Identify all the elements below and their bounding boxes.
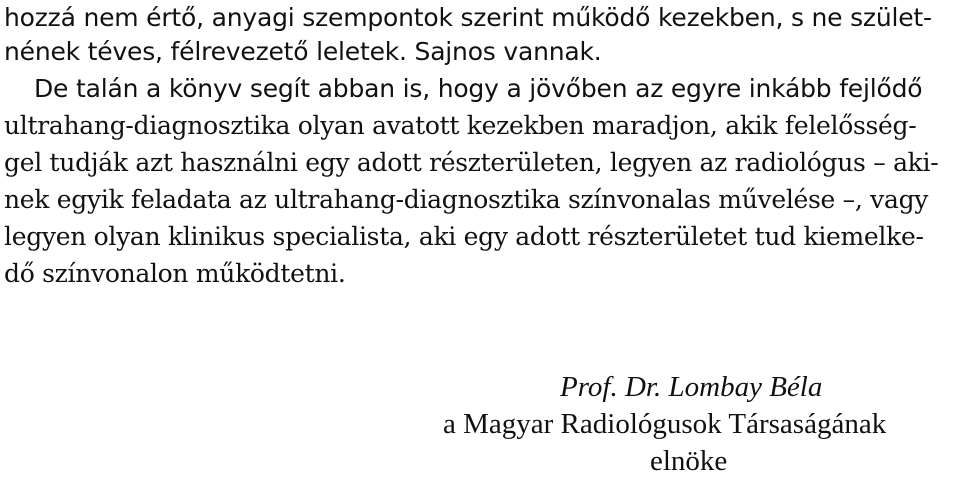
paragraph2-line-6: dő színvonalon működtetni. <box>4 259 346 288</box>
paragraph1-line-1: hozzá nem értő, anyagi szempontok szerint működő kezekben, s ne szület- <box>4 3 932 32</box>
signature-organization: a Magyar Radiológusok Társaságának <box>443 408 887 440</box>
signature-role: elnöke <box>650 445 728 477</box>
paragraph2-line-2: ultrahang-diagnosztika olyan avatott kezekben maradjon, akik felelősség- <box>4 111 917 140</box>
paragraph2-line-4: nek egyik feladata az ultrahang-diagnosztika színvonalas művelése –, vagy <box>4 185 929 214</box>
paragraph1-line-2: nének téves, félrevezető leletek. Sajnos vannak. <box>4 37 602 66</box>
signature-name: Prof. Dr. Lombay Béla <box>560 371 823 403</box>
paragraph2-first-line: De talán a könyv segít abban is, hogy a jövőben az egyre inkább fejlődő <box>34 74 923 103</box>
paragraph2-line-5: legyen olyan klinikus specialista, aki egy adott részterületet tud kiemelke- <box>4 222 924 251</box>
paragraph2-line-3: gel tudják azt használni egy adott részterületen, legyen az radiológus – aki- <box>4 148 939 177</box>
